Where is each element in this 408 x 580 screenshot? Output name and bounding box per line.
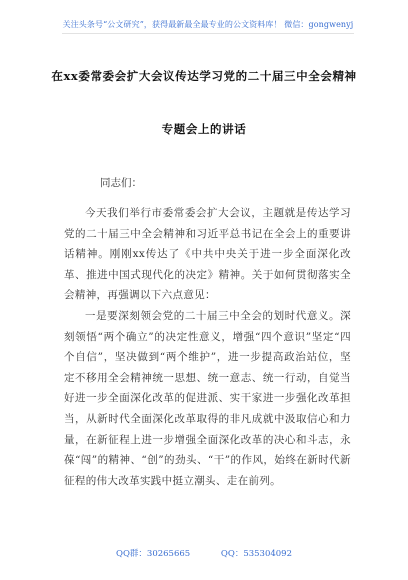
salutation: 同志们：	[100, 177, 142, 189]
body-paragraph-2: 一是要深刻领会党的二十届三中全会的划时代意义。深刻领悟“两个确立”的决定性意义，增强“四个意识”坚定“四个自信”，坚决做到“两个维护”，进一步提高政治站位，坚定不移用全会精神统一思想、统一意志、统一行动，自觉当好进一步全面深化改革的促进派、实干家进一步强化改革担当，从新时代全面深化改革取得的非凡成就中汲取信心和力量，在新征程上进一步增强全面深化改革的决心和斗志，永葆“闯”的精神、“创”的劲头、“干”的作风，始终在新时代新征程的伟大改革实践中挺立潮头、走在前列。	[64, 309, 351, 487]
document-title: 在xx委常委会扩大会议传达学习党的二十届三中全会精神	[51, 69, 357, 83]
document-body	[64, 203, 351, 491]
footer-qq-group: QQ群：30265665	[115, 549, 191, 559]
document-subtitle: 专题会上的讲话	[161, 122, 247, 136]
header-promo-text: 关注头条号“公文研究”，获得最新最全最专业的公文资料库！ 微信：gongwenyj	[62, 19, 354, 34]
footer-contact	[0, 547, 408, 559]
footer-qq: QQ：535304092	[220, 549, 292, 559]
body-paragraph-1: 今天我们举行市委常委会扩大会议，主题就是传达学习党的二十届三中全会精神和习近平总书记在全会上的重要讲话精神。刚刚xx传达了《中共中央关于进一步全面深化改革、推进中国式现代化的决定》精神。关于如何贯彻落实全会精神，再强调以下六点意见：	[64, 207, 351, 302]
